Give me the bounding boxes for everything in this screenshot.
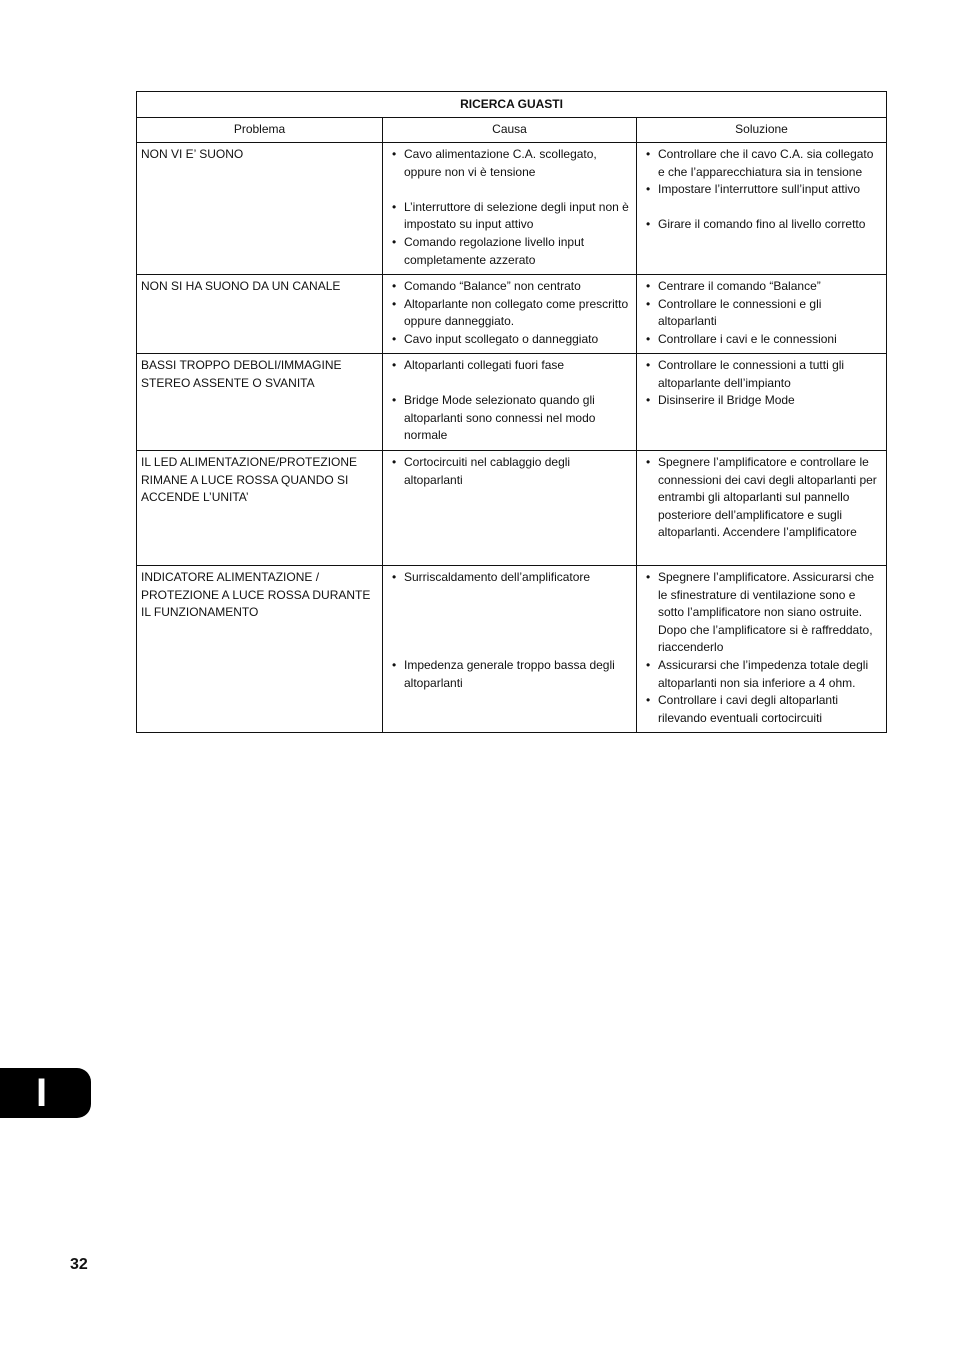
language-tab bbox=[0, 1068, 91, 1118]
cause-item: • Cortocircuiti nel cablaggio degli altoparlanti bbox=[392, 454, 632, 489]
page-number: 32 bbox=[70, 1256, 88, 1273]
cause-cell bbox=[383, 451, 637, 566]
cause-cell bbox=[383, 143, 637, 275]
cause-cell bbox=[383, 275, 637, 354]
solution-list bbox=[646, 454, 882, 542]
cause-list bbox=[392, 278, 632, 348]
solution-item: • Controllare le connessioni a tutti gli altoparlante dell’impianto bbox=[646, 357, 882, 392]
solution-list bbox=[646, 569, 882, 727]
language-tab-letter: I bbox=[36, 1071, 48, 1115]
column-header-problem: Problema bbox=[137, 118, 383, 143]
cause-item: • Altoparlanti collegati fuori fase bbox=[392, 357, 632, 375]
solution-list bbox=[646, 357, 882, 410]
problem-cell: NON VI E’ SUONO bbox=[137, 143, 383, 275]
cause-list bbox=[392, 454, 632, 489]
problem-cell: IL LED ALIMENTAZIONE/PROTEZIONE RIMANE A LUCE ROSSA QUANDO SI ACCENDE L’UNITA’ bbox=[137, 451, 383, 566]
cause-item: • Bridge Mode selezionato quando gli altoparlanti sono connessi nel modo normale bbox=[392, 392, 632, 445]
solution-cell bbox=[637, 143, 887, 275]
cause-item: • Surriscaldamento dell’amplificatore bbox=[392, 569, 632, 587]
cause-cell bbox=[383, 566, 637, 733]
cause-cell bbox=[383, 354, 637, 451]
solution-item: • Impostare l’interruttore sull’input attivo bbox=[646, 181, 882, 199]
solution-item: • Spegnere l’amplificatore e controllare le connessioni dei cavi degli altoparlanti per entrambi gli altoparlanti sul pannello posteriore dell’amplificatore e sugli altoparlanti. Accendere l’amplificatore bbox=[646, 454, 882, 542]
solution-item: • Disinserire il Bridge Mode bbox=[646, 392, 882, 410]
cause-item: • Altoparlante non collegato come prescritto oppure danneggiato. bbox=[392, 296, 632, 331]
solution-list bbox=[646, 278, 882, 348]
table-row bbox=[137, 354, 887, 451]
table-header-row bbox=[137, 118, 887, 143]
cause-item: • L’interruttore di selezione degli input non è impostato su input attivo bbox=[392, 199, 632, 234]
column-header-solution: Soluzione bbox=[637, 118, 887, 143]
cause-item: • Impedenza generale troppo bassa degli altoparlanti bbox=[392, 657, 632, 692]
cause-item: • Cavo alimentazione C.A. scollegato, oppure non vi è tensione bbox=[392, 146, 632, 181]
solution-item: • Spegnere l’amplificatore. Assicurarsi che le sfinestrature di ventilazione sono e sotto l’amplificatore non siano ostruite. Dopo che l’amplificatore si è raffreddato, riaccenderlo bbox=[646, 569, 882, 657]
solution-item: • Controllare i cavi degli altoparlanti rilevando eventuali cortocircuiti bbox=[646, 692, 882, 727]
problem-cell: INDICATORE ALIMENTAZIONE / PROTEZIONE A LUCE ROSSA DURANTE IL FUNZIONAMENTO bbox=[137, 566, 383, 733]
table-title-row bbox=[137, 92, 887, 118]
solution-item: • Assicurarsi che l’impedenza totale degli altoparlanti non sia inferiore a 4 ohm. bbox=[646, 657, 882, 692]
table-row bbox=[137, 143, 887, 275]
table-title: RICERCA GUASTI bbox=[137, 92, 887, 118]
solution-item: • Controllare che il cavo C.A. sia collegato e che l’apparecchiatura sia in tensione bbox=[646, 146, 882, 181]
cause-item: • Cavo input scollegato o danneggiato bbox=[392, 331, 632, 349]
troubleshooting-table-wrapper bbox=[136, 91, 886, 733]
solution-item: • Controllare i cavi e le connessioni bbox=[646, 331, 882, 349]
table-row bbox=[137, 451, 887, 566]
solution-item: • Controllare le connessioni e gli altoparlanti bbox=[646, 296, 882, 331]
solution-item: • Girare il comando fino al livello corretto bbox=[646, 216, 882, 234]
solution-list bbox=[646, 146, 882, 234]
solution-cell bbox=[637, 275, 887, 354]
table-row bbox=[137, 275, 887, 354]
cause-item: • Comando “Balance” non centrato bbox=[392, 278, 632, 296]
solution-cell bbox=[637, 566, 887, 733]
solution-cell bbox=[637, 354, 887, 451]
problem-cell: BASSI TROPPO DEBOLI/IMMAGINE STEREO ASSENTE O SVANITA bbox=[137, 354, 383, 451]
cause-list bbox=[392, 357, 632, 445]
solution-cell bbox=[637, 451, 887, 566]
troubleshooting-table bbox=[136, 91, 887, 733]
cause-list bbox=[392, 569, 632, 692]
solution-item: • Centrare il comando “Balance” bbox=[646, 278, 882, 296]
cause-list bbox=[392, 146, 632, 269]
table-row bbox=[137, 566, 887, 733]
column-header-cause: Causa bbox=[383, 118, 637, 143]
cause-item: • Comando regolazione livello input completamente azzerato bbox=[392, 234, 632, 269]
problem-cell: NON SI HA SUONO DA UN CANALE bbox=[137, 275, 383, 354]
